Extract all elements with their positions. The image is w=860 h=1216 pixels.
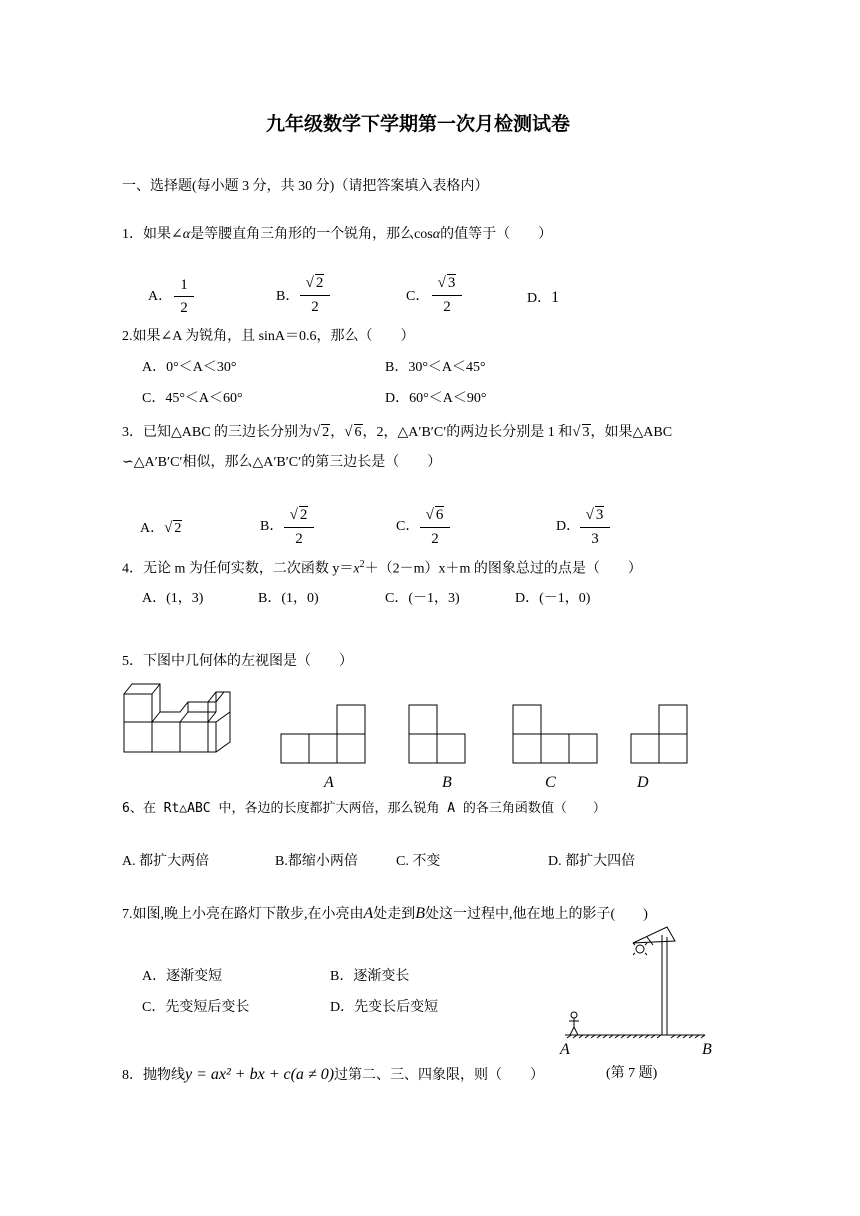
q5-option-b-view bbox=[408, 704, 468, 764]
q3-option-c-label: C． bbox=[396, 519, 420, 534]
q2-option-b: B．30°＜A＜45° bbox=[385, 360, 486, 375]
q5-label-c: C bbox=[545, 774, 556, 791]
q7-option-c: C．先变短后变长 bbox=[142, 1000, 250, 1015]
q6-option-b: B.都缩小两倍 bbox=[275, 854, 358, 869]
q2-option-d: D．60°＜A＜90° bbox=[385, 391, 487, 406]
q2-stem: 2.如果∠A 为锐角，且 sinA＝0.6，那么（ ） bbox=[122, 329, 415, 344]
q3-option-a: A．√ 2 bbox=[140, 520, 182, 536]
q6-option-a: A. 都扩大两倍 bbox=[122, 854, 210, 869]
q7-option-d: D．先变长后变短 bbox=[330, 1000, 439, 1015]
q1-option-c-label: C． bbox=[406, 289, 430, 304]
q6-option-d: D. 都扩大四倍 bbox=[548, 854, 636, 869]
q5-option-a-view bbox=[280, 704, 370, 764]
q7-option-a: A．逐渐变短 bbox=[142, 969, 223, 984]
q5-solid-figure bbox=[120, 680, 235, 755]
q7-figure-label-a: A bbox=[560, 1041, 570, 1058]
q7-street-lamp-figure bbox=[555, 925, 715, 1045]
page-title: 九年级数学下学期第一次月检测试卷 bbox=[266, 114, 571, 135]
q3-stem-line1: 3．已知△ABC 的三边长分别为√ 2，√ 6，2，△A′B′C′的两边长分别是 1 和√ 3，如果△ABC bbox=[122, 424, 673, 440]
q4-option-b: B．(1，0) bbox=[258, 591, 319, 606]
q3-option-d-fraction: √ 3 3 bbox=[580, 506, 610, 547]
q4-option-c: C．(－1，3) bbox=[385, 591, 460, 606]
q3-option-b-label: B． bbox=[260, 519, 284, 534]
q1-stem: 1．如果∠α是等腰直角三角形的一个锐角，那么cosα的值等于（ ） bbox=[122, 227, 553, 242]
q1-option-c-fraction: √ 3 2 bbox=[432, 274, 462, 315]
q5-stem: 5．下图中几何体的左视图是（ ） bbox=[122, 654, 353, 669]
q3-option-c-fraction: √ 6 2 bbox=[420, 506, 450, 547]
q3-option-d-label: D． bbox=[556, 519, 581, 534]
q7-figure-caption: (第 7 题) bbox=[606, 1066, 658, 1081]
section-heading: 一、选择题(每小题 3 分，共 30 分)（请把答案填入表格内） bbox=[122, 179, 489, 194]
q1-option-b-fraction: √ 2 2 bbox=[300, 274, 330, 315]
q8-stem: 8．抛物线y = ax² + bx + c(a ≠ 0)过第二、三、四象限，则（ ） bbox=[122, 1066, 545, 1083]
q7-figure-label-b: B bbox=[702, 1041, 712, 1058]
q5-option-d-view bbox=[630, 704, 690, 764]
q3-option-b-fraction: √ 2 2 bbox=[284, 506, 314, 547]
q7-option-b: B．逐渐变长 bbox=[330, 969, 410, 984]
q6-option-c: C. 不变 bbox=[396, 854, 441, 869]
q1-option-b-label: B． bbox=[276, 289, 300, 304]
q1-option-a-label: A． bbox=[148, 289, 173, 304]
q2-option-c: C．45°＜A＜60° bbox=[142, 391, 243, 406]
q4-option-a: A．(1，3) bbox=[142, 591, 204, 606]
q4-option-d: D．(－1，0) bbox=[515, 591, 591, 606]
q5-option-c-view bbox=[512, 704, 602, 764]
q1-option-d: D．1 bbox=[527, 289, 560, 306]
q4-stem: 4．无论 m 为任何实数，二次函数 $y=x^2+(2-m)x+m$ 的图象总过的点是（ ） bbox=[122, 559, 642, 577]
q7-stem: 7.如图,晚上小亮在路灯下散步,在小亮由A处走到B处这一过程中,他在地上的影子( ) bbox=[122, 905, 648, 922]
q3-stem-line2: ∽△A′B′C′相似，那么△A′B′C′的第三边长是（ ） bbox=[122, 455, 442, 470]
q2-option-a: A．0°＜A＜30° bbox=[142, 360, 237, 375]
q6-stem: 6、在 Rt△ABC 中，各边的长度都扩大两倍，那么锐角 A 的各三角函数值（ ） bbox=[122, 801, 606, 816]
q5-label-d: D bbox=[637, 774, 649, 791]
q5-label-b: B bbox=[442, 774, 452, 791]
q5-label-a: A bbox=[324, 774, 334, 791]
q1-option-a-fraction: 1 2 bbox=[174, 278, 194, 316]
